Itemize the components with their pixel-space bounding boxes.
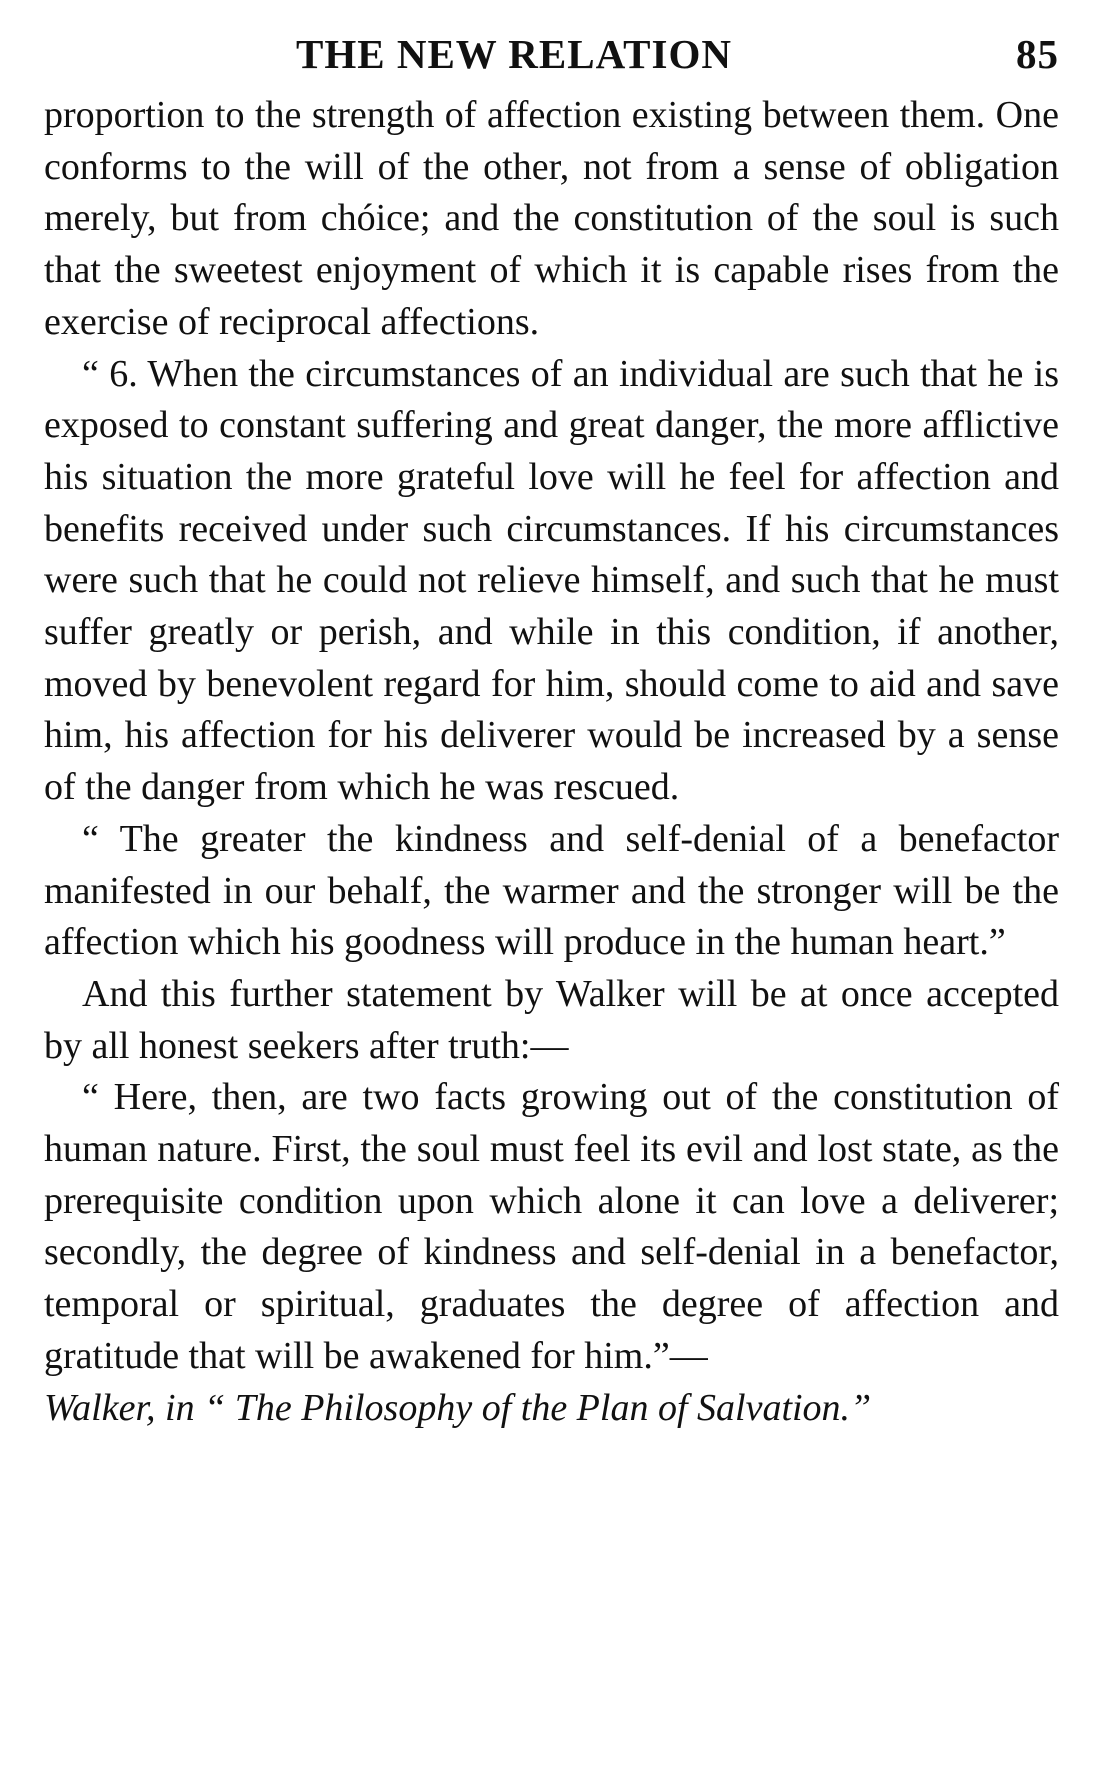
paragraph-1: proportion to the strength of affection existing between them. One conforms to the will of the other, not from a sense of obligation merely, but from chóice; and the constitution of the soul is such that the sweetest enjoyment of which it is capable rises from the exercise of reciprocal affections. — [44, 94, 1059, 343]
citation: Walker, in “ The Philosophy of the Plan of Salvation.” — [44, 1386, 872, 1429]
paragraph-2: “ 6. When the circumstances of an individual are such that he is exposed to constant suffering and great danger, the more afflictive his situation the more grateful love will he feel for affection and benefits received under such circumstances. If his circumstances were such that he could not relieve himself, and such that he must suffer greatly or perish, and while in this condition, if another, moved by benevolent regard for him, should come to aid and save him, his affection for his deliverer would be increased by a sense of the danger from which he was rescued. — [44, 352, 1059, 809]
page-number: 85 — [1016, 31, 1059, 77]
paragraph-4: And this further statement by Walker will be at once accepted by all honest seekers after truth:— — [44, 972, 1059, 1067]
running-header — [44, 22, 1059, 84]
running-title: THE NEW RELATION — [296, 31, 732, 77]
paragraph-3: “ The greater the kindness and self-denial of a benefactor manifested in our behalf, the warmer and the stronger will be the affection which his goodness will produce in the human heart.” — [44, 817, 1059, 964]
paragraph-5: “ Here, then, are two facts growing out of the constitution of human nature. First, the soul must feel its evil and lost state, as the prerequisite condition upon which alone it can love a deliverer; secondly, the degree of kindness and self-denial in a benefactor, temporal or spiritual, graduates the degree of affection and gratitude that will be awakened for him.”— — [44, 1076, 1059, 1377]
body-text — [44, 90, 1059, 1434]
book-page — [44, 22, 1059, 1434]
